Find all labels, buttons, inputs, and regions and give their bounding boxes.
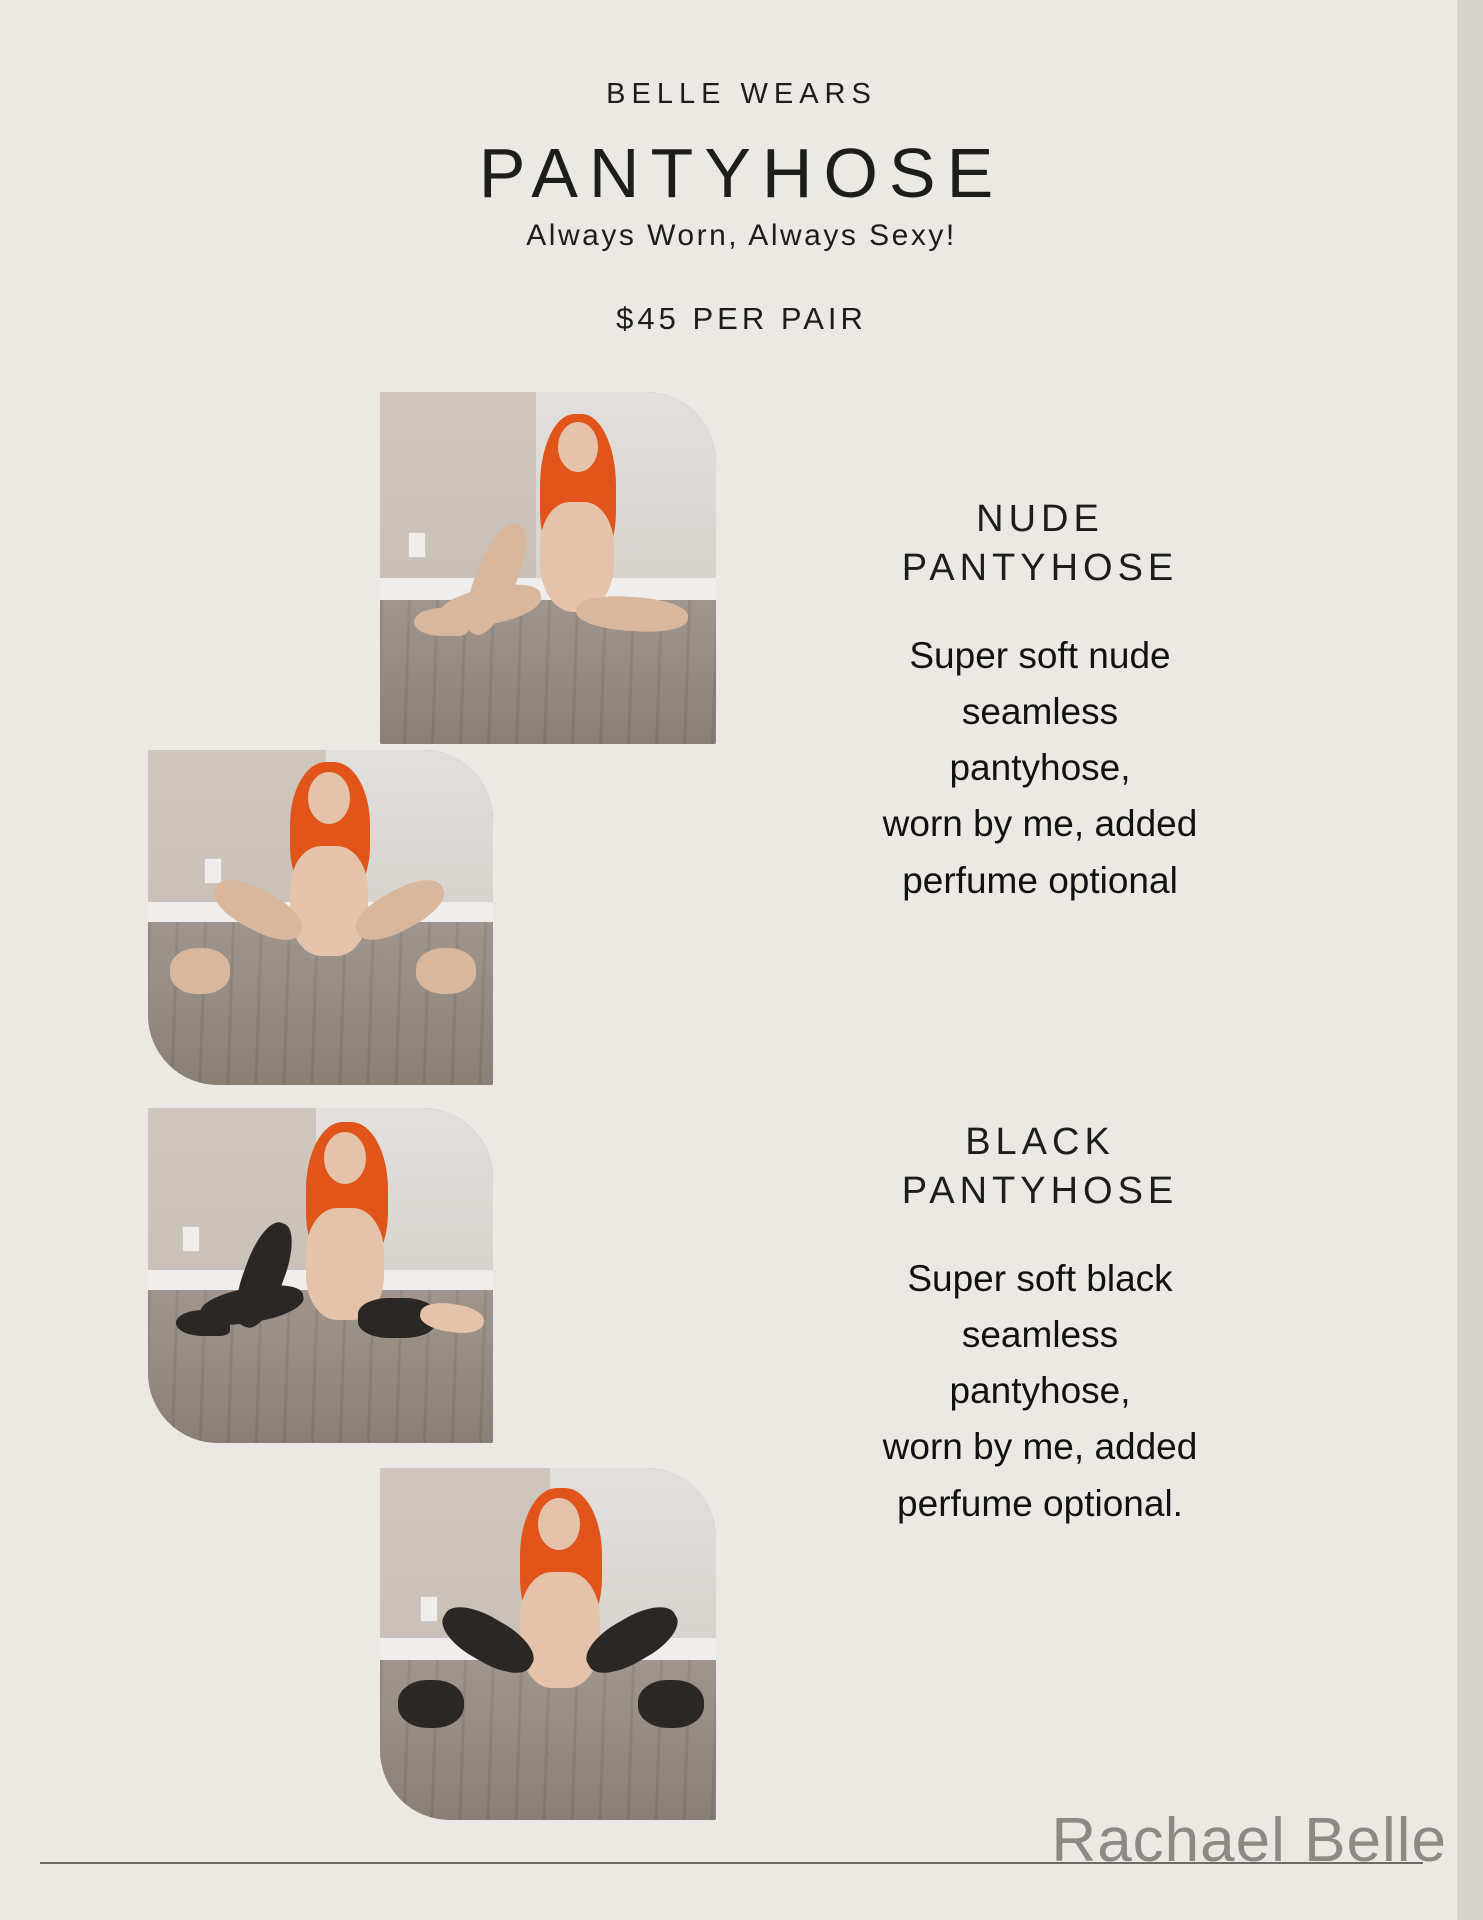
torso	[540, 502, 614, 612]
page-title: PANTYHOSE	[478, 134, 1005, 212]
section-body-black	[760, 1251, 1320, 1532]
price-text: $45 PER PAIR	[616, 300, 867, 336]
head	[308, 772, 350, 824]
section-black-pantyhose	[760, 1118, 1320, 1532]
section-body-nude-line-2: seamless	[961, 691, 1119, 733]
page-subtitle: Always Worn, Always Sexy!	[526, 218, 957, 252]
photo-nude-side	[380, 392, 716, 744]
section-body-nude-line-3: pantyhose,	[949, 747, 1131, 789]
section-body-black-line-1: Super soft black	[907, 1257, 1173, 1299]
photo-nude-front	[148, 750, 493, 1085]
arm	[575, 593, 689, 635]
photo-black-side	[148, 1108, 493, 1443]
section-body-nude-line-4: worn by me, added	[882, 803, 1198, 845]
watermark-text	[1464, 0, 1481, 10]
figure	[380, 392, 716, 744]
foot-right	[638, 1680, 704, 1728]
torso	[520, 1572, 600, 1688]
section-body-nude	[760, 628, 1320, 909]
photo-scene	[380, 392, 716, 744]
section-heading-black-line2: PANTYHOSE	[901, 1170, 1179, 1213]
head	[324, 1132, 366, 1184]
section-heading-nude-line1: NUDE	[976, 498, 1104, 540]
poster-header	[0, 0, 1483, 337]
section-heading-black-line1: BLACK	[965, 1121, 1115, 1163]
foot-left	[398, 1680, 464, 1728]
figure	[380, 1468, 716, 1820]
figure	[148, 750, 493, 1085]
photo-scene	[148, 750, 493, 1085]
head	[558, 422, 598, 472]
section-heading-black	[760, 1118, 1320, 1217]
figure	[148, 1108, 493, 1443]
photo-scene	[148, 1108, 493, 1443]
foot	[176, 1310, 230, 1336]
photo-black-front	[380, 1468, 716, 1820]
foot-left	[170, 948, 230, 994]
section-body-black-line-3: pantyhose,	[949, 1370, 1131, 1412]
section-nude-pantyhose	[760, 495, 1320, 909]
section-body-nude-line-5: perfume optional	[902, 859, 1178, 901]
signature-text: Rachael Belle	[1051, 1806, 1447, 1875]
foot	[414, 608, 468, 636]
photo-scene	[380, 1468, 716, 1820]
foot-right	[416, 948, 476, 994]
section-heading-nude-line2: PANTYHOSE	[901, 547, 1179, 590]
section-heading-nude	[760, 495, 1320, 594]
section-body-black-line-5: perfume optional.	[897, 1482, 1183, 1524]
eyebrow-text: BELLE WEARS	[606, 78, 877, 110]
watermark-strip	[1457, 0, 1483, 1920]
section-body-nude-line-1: Super soft nude	[909, 634, 1171, 676]
section-body-black-line-2: seamless	[961, 1314, 1119, 1356]
head	[538, 1498, 580, 1550]
torso	[290, 846, 368, 956]
section-body-black-line-4: worn by me, added	[882, 1426, 1198, 1468]
